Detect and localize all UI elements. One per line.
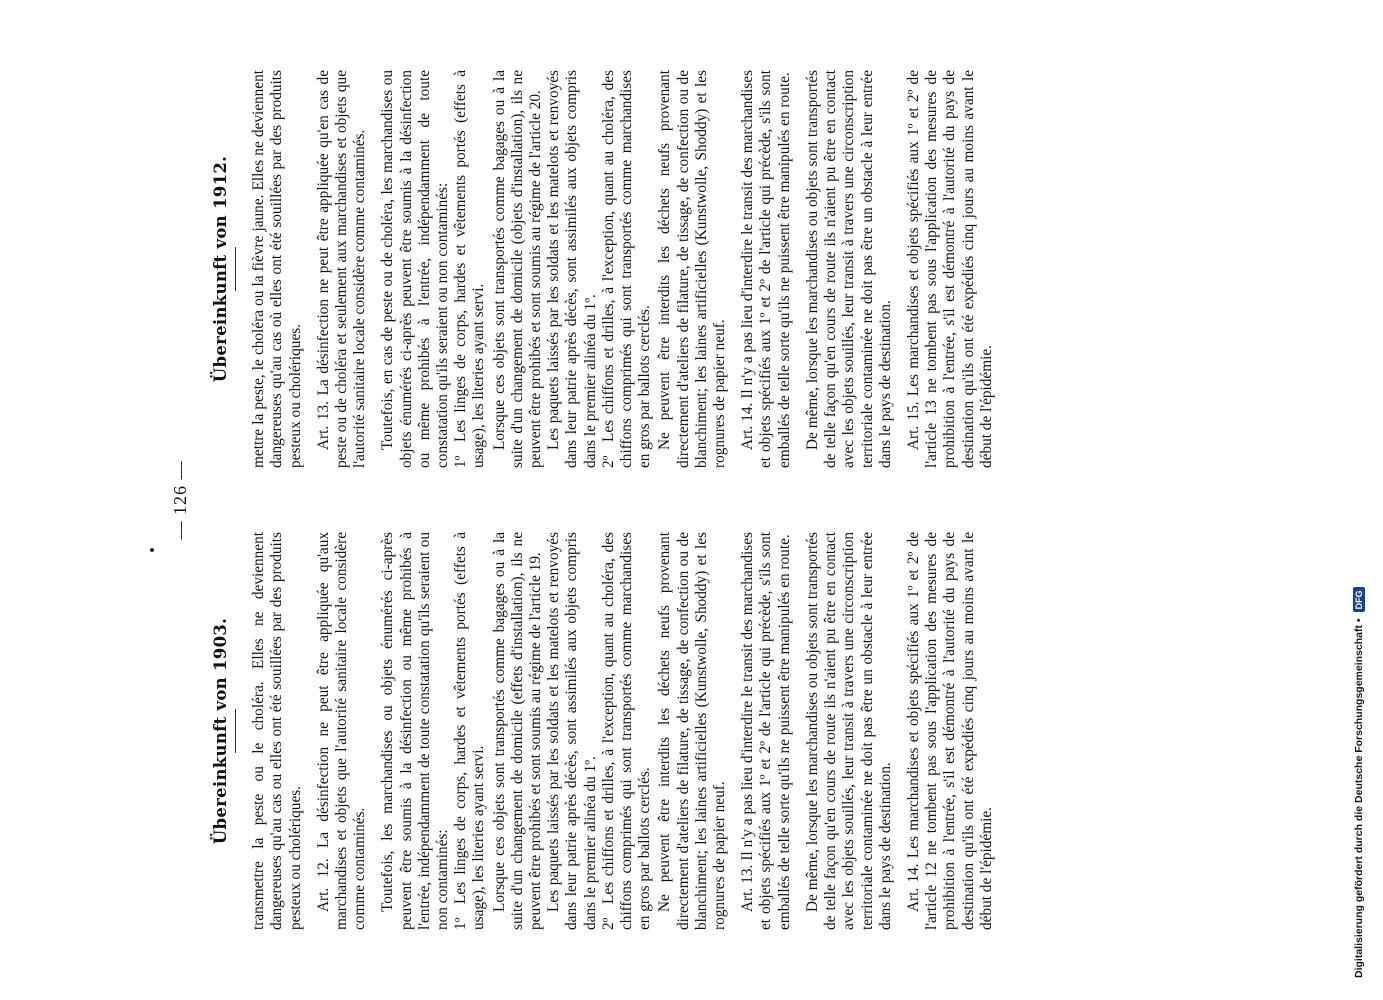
paragraph-gap bbox=[305, 70, 315, 468]
list-item-number: 1º bbox=[452, 917, 470, 930]
paragraph-gap bbox=[305, 532, 315, 930]
digitization-note-text: Digitalisierung gefördert durch die Deutsche Forschungsgemeinschaft • bbox=[1353, 618, 1365, 978]
list-item bbox=[600, 532, 655, 930]
column-1912 bbox=[212, 70, 996, 468]
speck-mark bbox=[150, 548, 154, 552]
sub-paragraph: Ne peuvent être interdits les déchets neufs provenant directement d'ateliers de filature, de tissage, de confection ou de blanchiment; les laines artificielles (Kunstwolle, Shoddy) et les rognures de papier neuf. bbox=[656, 70, 729, 468]
page-number: — 126 — bbox=[170, 460, 190, 540]
column-heading-1903: Übereinkunft von 1903. bbox=[211, 617, 230, 845]
sub-paragraph: Les paquets laissés par les soldats et les matelots et renvoyés dans leur patrie après décès, sont assimilés aux objets compris dans le premier alinéa du 1º. bbox=[545, 532, 599, 930]
paragraph: Art. 13. La désinfection ne peut être appliquée qu'en cas de peste ou de choléra et seulement aux marchandises et objets que l'autorité sanitaire locale considère comme contaminés. bbox=[314, 70, 369, 468]
paragraph-gap bbox=[895, 70, 905, 468]
sub-paragraph: Lorsque ces objets sont transportés comme bagages ou à la suite d'un changement de domicile (effets d'installation), ils ne peuvent être prohibés et sont soumis au régime de l'article 19. bbox=[490, 532, 545, 930]
list-item-number: 2º bbox=[599, 455, 617, 468]
list-item-text: Les linges de corps, hardes et vêtements portés (effets à usage), les literies ayant servi. bbox=[452, 70, 488, 468]
paragraph: Art. 14. Les marchandises et objets spécifiés aux 1º et 2º de l'article 12 ne tombent pas sous l'application des mesures de prohibition à l'entrée, s'il est démontré à l'autorité du pays de destination qu'ils ont été expédiés cinq jours au moins avant le début de l'épidémie. bbox=[904, 532, 995, 930]
heading-rule bbox=[235, 709, 236, 753]
list-item-number: 1º bbox=[452, 455, 470, 468]
sub-paragraph: Les paquets laissés par les soldats et les matelots et renvoyés dans leur patrie après décès, sont assimilés aux objets compris dans le premier alinéa du 1º. bbox=[545, 70, 599, 468]
list-item bbox=[600, 70, 655, 468]
dfg-logo: DFG bbox=[1353, 587, 1365, 612]
paragraph: transmettre la peste ou le choléra. Elles ne deviennent dangereuses qu'au cas ou elles ont été souillées par des produits pesteux ou cholériques. bbox=[250, 532, 304, 930]
list-item-number: 2º bbox=[599, 917, 617, 930]
list-item bbox=[452, 70, 488, 468]
paragraph-gap bbox=[369, 70, 379, 468]
list-item-text: Les chiffons et drilles, à l'exception, quant au choléra, des chiffons comprimés qui sont transportés comme marchandises en gros par ballots cerclés. bbox=[599, 70, 654, 468]
list-item-text: Les chiffons et drilles, à l'exception, quant au choléra, des chiffons comprimés qui sont transportés comme marchandises en gros par ballots cerclés. bbox=[599, 532, 654, 930]
paragraph: De même, lorsque les marchandises ou objets sont transportés de telle façon qu'en cours de route ils n'aient pu être en contact avec les objets souillés, leur transit à travers une circonscription territoriale contaminée ne doit pas être un obstacle à leur entrée dans le pays de destination. bbox=[803, 532, 894, 930]
paragraph: De même, lorsque les marchandises ou objets sont transportés de telle façon qu'en cours de route ils n'aient pu être en contact avec les objets souillés, leur transit à travers une circonscription territoriale contaminée ne doit pas être un obstacle à leur entrée dans le pays de destination. bbox=[803, 70, 894, 468]
digitization-note bbox=[1339, 0, 1379, 1000]
column-1903 bbox=[212, 532, 996, 930]
paragraph: Art. 12. La désinfection ne peut être appliquée qu'aux marchandises et objets que l'autorité sanitaire locale considère comme contaminés. bbox=[314, 532, 369, 930]
paragraph: mettre la peste, le choléra ou la fièvre jaune. Elles ne deviennent dangereuses qu'au cas où elles ont été souillées par des produits pesteux ou cholériques. bbox=[250, 70, 304, 468]
paragraph-gap bbox=[794, 532, 804, 930]
column-body-1903 bbox=[250, 532, 996, 930]
paragraph: Art. 15. Les marchandises et objets spécifiés aux 1º et 2º de l'article 13 ne tombent pas sous l'application des mesures de prohibition à l'entrée, s'il est démontré à l'autorité du pays de destination qu'ils ont été expédiés cinq jours au moins avant le début de l'épidémie. bbox=[904, 70, 995, 468]
column-heading-1912: Übereinkunft von 1912. bbox=[211, 155, 230, 383]
paragraph: Art. 14. Il n'y a pas lieu d'interdire le transit des marchandises et objets spécifiés aux 1º et 2º de l'article qui précède, s'ils sont emballés de telle sorte qu'ils ne puissent être manipulés en route. bbox=[739, 70, 793, 468]
sub-paragraph: Ne peuvent être interdits les déchets neufs provenant directement d'ateliers de filature, de tissage, de confection ou de blanchiment; les laines artificielles (Kunstwolle, Shoddy) et les rognures de papier neuf. bbox=[656, 532, 729, 930]
paragraph-gap bbox=[794, 70, 804, 468]
paragraph-gap bbox=[729, 70, 739, 468]
paragraph-gap bbox=[895, 532, 905, 930]
list-item bbox=[452, 532, 488, 930]
column-body-1912 bbox=[250, 70, 996, 468]
paragraph-gap bbox=[369, 532, 379, 930]
paragraph: Toutefois, les marchandises ou objets énumérés ci-après peuvent être soumis à la désinfection ou même prohibés à l'entrée, indépendamment de toute constatation qu'ils seraient ou non contaminés: bbox=[379, 532, 452, 930]
list-item-text: Les linges de corps, hardes et vêtements portés (effets à usage), les literies ayant servi. bbox=[452, 532, 488, 930]
paragraph: Art. 13. Il n'y a pas lieu d'interdire le transit des marchandises et objets spécifiés aux 1º et 2º de l'article qui précède, s'ils sont emballés de telle sorte qu'ils ne puissent être manipulés en route. bbox=[739, 532, 793, 930]
rotated-page bbox=[150, 0, 1383, 1000]
heading-rule bbox=[235, 247, 236, 291]
paragraph-gap bbox=[729, 532, 739, 930]
sub-paragraph: Lorsque ces objets sont transportés comme bagages ou à la suite d'un changement de domicile (objets d'installation), ils ne peuvent être prohibés et sont soumis au régime de l'article 20. bbox=[490, 70, 545, 468]
paragraph: Toutefois, en cas de peste ou de choléra, les marchandises ou objets énumérés ci-après peuvent être soumis à la désinfection ou même prohibés à l'entrée, indépendamment de toute constatation qu'ils seraient ou non contaminés: bbox=[379, 70, 452, 468]
